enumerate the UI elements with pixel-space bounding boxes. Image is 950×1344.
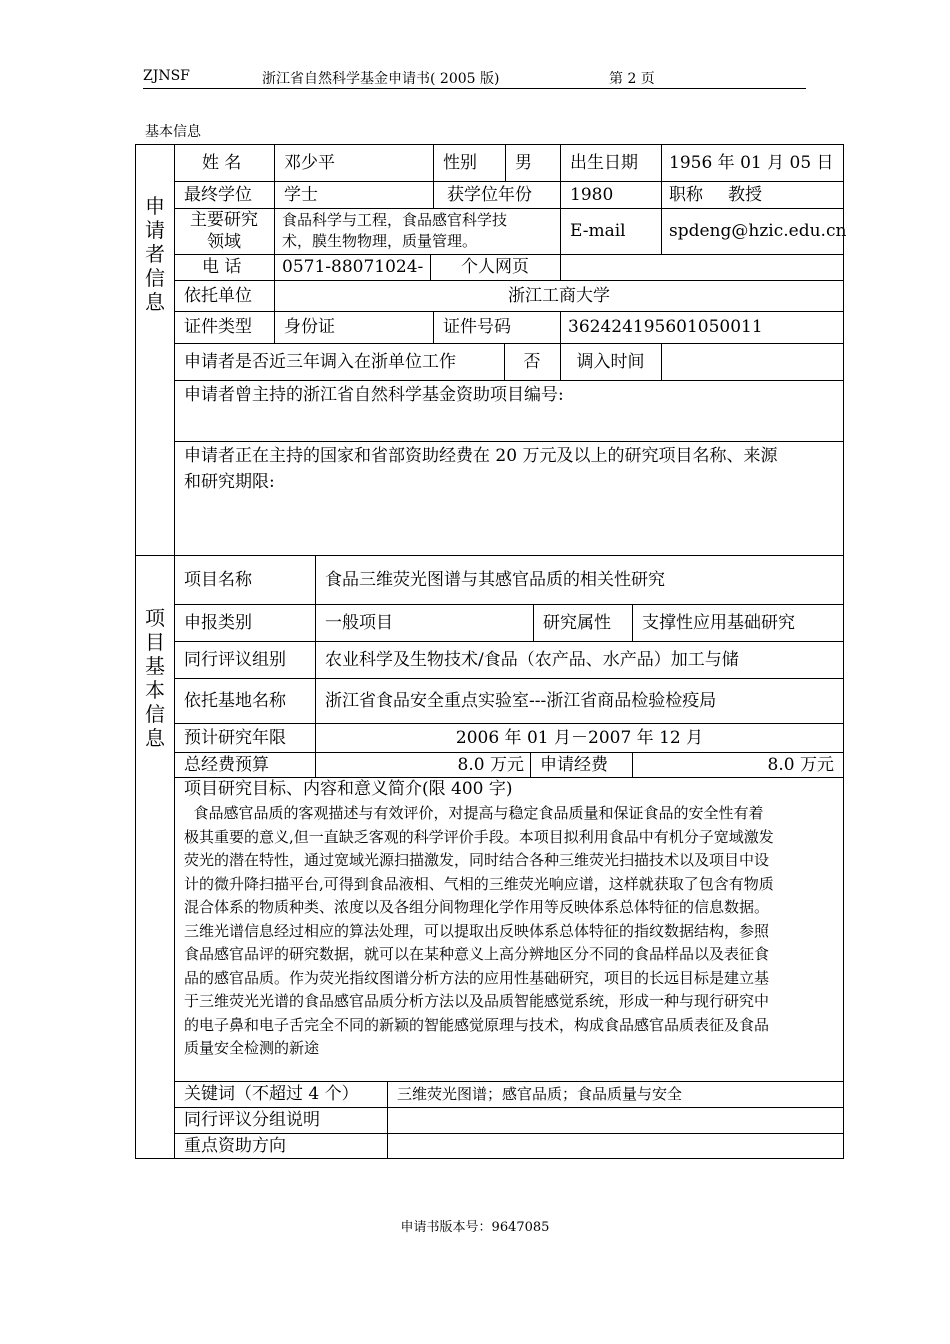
transfer-time-label: 调入时间 [576, 351, 645, 372]
transfer-value: 否 [523, 351, 541, 372]
summary-label: 项目研究目标、内容和意义简介(限 400 字) [184, 779, 513, 799]
gender-label: 性别 [443, 152, 477, 173]
field-label-line1: 主要研究 [190, 210, 258, 230]
transfer-time-value [661, 343, 844, 380]
review-group-value: 农业科学及生物技术/食品（农产品、水产品）加工与储 [325, 649, 739, 670]
field-value [274, 208, 560, 254]
project-name-value: 食品三维荧光图谱与其感官品质的相关性研究 [325, 569, 665, 590]
summary-line: 食品感官品评的研究数据，就可以在某种意义上高分辨地区分不同的食品样品以及表征食 [184, 945, 770, 963]
gender-value: 男 [515, 152, 532, 173]
degree-year-value: 1980 [570, 184, 614, 205]
id-no-value: 362424195601050011 [568, 317, 763, 337]
summary-line: 的电子鼻和电子舌完全不同的新颖的智能感觉原理与技术，构成食品感官品质表征及食品 [184, 1015, 770, 1034]
title-value: 教授 [728, 184, 762, 205]
id-no-label: 证件号码 [443, 317, 511, 337]
unit-value: 浙江工商大学 [508, 285, 610, 306]
review-note-label: 同行评议分组说明 [184, 1110, 320, 1130]
header-rule [143, 88, 806, 89]
keywords-value: 三维荧光图谱；感官品质；食品质量与安全 [397, 1085, 683, 1103]
apply-budget-label: 申请经费 [540, 754, 608, 775]
transfer-label: 申请者是否近三年调入在浙单位工作 [184, 351, 456, 372]
period-value: 2006 年 01 月－2007 年 12 月 [455, 727, 704, 748]
category-value: 一般项目 [325, 612, 393, 633]
keywords-label: 关键词（不超过 4 个） [184, 1084, 359, 1104]
email-label: E-mail [570, 221, 626, 241]
review-group-label: 同行评议组别 [184, 649, 286, 670]
category-label: 申报类别 [184, 612, 252, 633]
email-value: spdeng@hzic.edu.cn [669, 221, 847, 241]
field-line1: 食品科学与工程，食品感官科学技 [282, 211, 508, 229]
id-type-value: 身份证 [284, 317, 335, 337]
summary-line: 品的感官品质。作为荧光指纹图谱分析方法的应用性基础研究，项目的长远目标是建立基 [184, 968, 770, 987]
degree-label: 最终学位 [184, 184, 252, 205]
summary-line: 食品感官品质的客观描述与有效评价，对提高与稳定食品质量和保证食品的安全性有着 [184, 804, 764, 822]
current-projects-label-line2: 和研究期限: [184, 472, 275, 492]
applicant-group-label: 申请者信息 [145, 194, 165, 314]
apply-budget-value: 8.0 万元 [767, 754, 834, 775]
degree-value: 学士 [284, 184, 318, 205]
attr-value: 支撑性应用基础研究 [642, 612, 795, 633]
name-label: 姓 名 [202, 152, 242, 173]
current-projects-label-line1: 申请者正在主持的国家和省部资助经费在 20 万元及以上的研究项目名称、来源 [184, 446, 778, 466]
summary-line: 计的微升降扫描平台,可得到食品液相、气相的三维荧光响应谱，这样就获取了包含有物质 [184, 874, 774, 893]
section-title: 基本信息 [145, 124, 201, 140]
degree-year-label: 获学位年份 [447, 184, 532, 205]
version-footer: 申请书版本号：9647085 [400, 1220, 550, 1235]
summary-line: 于三维荧光光谱的食品感官品质分析方法以及品质智能感觉系统，形成一种与现行研究中 [184, 992, 770, 1010]
field-label-line2: 领域 [207, 232, 241, 252]
phone-value: 0571-88071024- [282, 257, 424, 277]
phone-label: 电 话 [202, 257, 242, 277]
focus-value [387, 1133, 844, 1159]
summary-line: 三维光谱信息经过相应的算法处理，可以提取出反映体系总体特征的指纹数据结构，参照 [184, 921, 770, 940]
id-type-label: 证件类型 [184, 317, 252, 337]
summary-line: 荧光的潜在特性，通过宽域光源扫描激发，同时结合各种三维荧光扫描技术以及项目中设 [184, 851, 770, 869]
homepage-label: 个人网页 [461, 257, 529, 277]
title-label: 职称 [669, 184, 703, 205]
summary-line: 极其重要的意义,但一直缺乏客观的科学评价手段。本项目拟利用食品中有机分子宽域激发 [184, 827, 774, 846]
homepage-value [560, 254, 844, 280]
summary-line: 混合体系的物质种类、浓度以及各组分间物理化学作用等反映体系总体特征的信息数据。 [184, 898, 770, 916]
project-group-label: 项目基本信息 [145, 606, 165, 750]
attr-label: 研究属性 [543, 612, 611, 633]
project-name-label: 项目名称 [184, 569, 252, 590]
budget-label: 总经费预算 [184, 754, 269, 775]
summary-line: 质量安全检测的新途 [184, 1039, 320, 1057]
summary-text [184, 802, 836, 1061]
prior-projects-label: 申请者曾主持的浙江省自然科学基金资助项目编号: [184, 385, 564, 405]
field-line2: 术，膜生物物理，质量管理。 [282, 232, 478, 250]
focus-label: 重点资助方向 [184, 1136, 286, 1156]
page-number: 第 2 页 [609, 71, 655, 87]
doc-title: 浙江省自然科学基金申请书( 2005 版) [262, 71, 500, 87]
birth-label: 出生日期 [570, 152, 638, 173]
field-label [174, 208, 274, 254]
period-label: 预计研究年限 [184, 727, 286, 748]
budget-value: 8.0 万元 [457, 754, 524, 775]
base-value: 浙江省食品安全重点实验室---浙江省商品检验检疫局 [325, 690, 717, 711]
unit-label: 依托单位 [184, 285, 252, 306]
birth-value: 1956 年 01 月 05 日 [669, 152, 834, 173]
base-label: 依托基地名称 [184, 690, 286, 711]
name-value: 邓少平 [284, 152, 335, 173]
review-note-value [387, 1107, 844, 1133]
doc-code: ZJNSF [143, 68, 190, 84]
